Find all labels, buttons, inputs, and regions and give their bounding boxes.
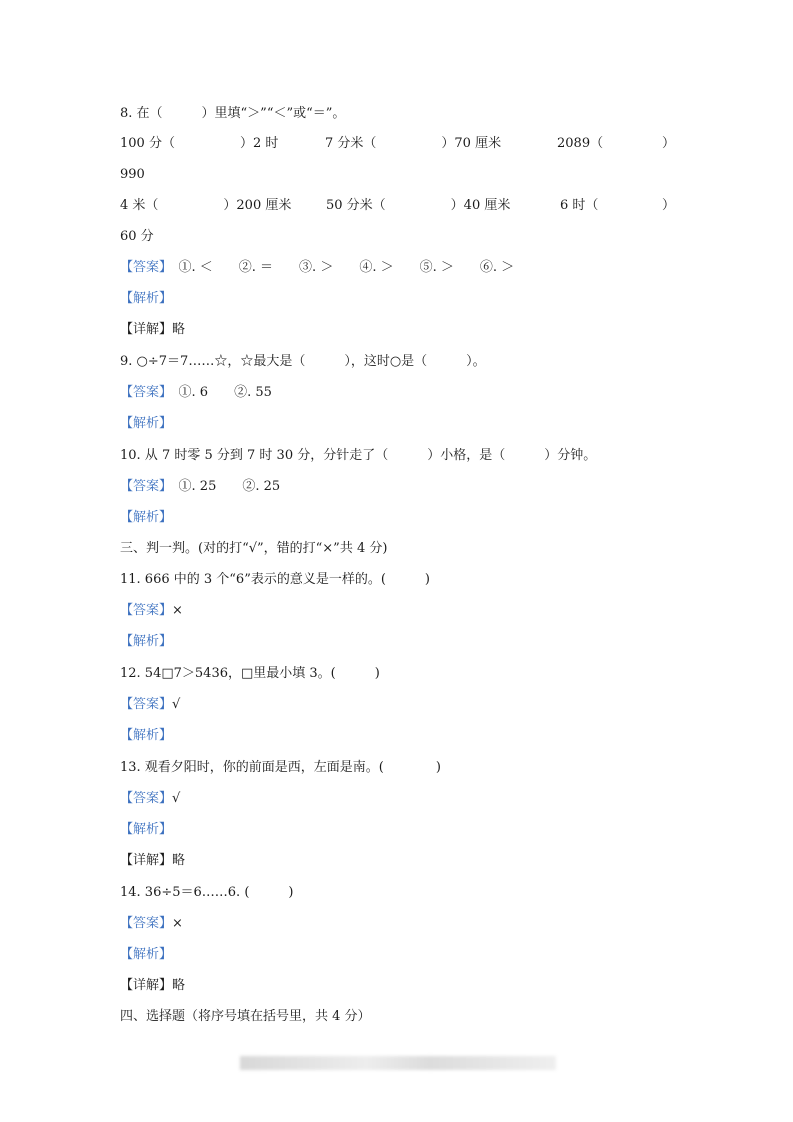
q11-answer	[120, 603, 183, 619]
q8-row1-a: 100 分（ ）2 时	[120, 136, 279, 151]
answer-text: ×	[172, 603, 183, 618]
answer-label: 【答案】	[120, 603, 173, 618]
q8-answer	[120, 260, 514, 276]
q8-row2-b: 50 分米（ ）40 厘米	[326, 198, 511, 213]
detail-label: 【详解】	[120, 322, 173, 337]
q9-stem: 9. ○÷7＝7……☆，☆最大是（ ），这时○是（ ）。	[120, 354, 486, 369]
answer-label: 【答案】	[120, 260, 166, 275]
q14-stem: 14. 36÷5＝6……6. ( )	[120, 885, 294, 900]
q12-stem: 12. 54□7＞5436，□里最小填 3。( )	[120, 666, 380, 681]
section-4-heading: 四、选择题（将序号填在括号里，共 4 分）	[120, 1009, 371, 1024]
q11-analysis-label: 【解析】	[120, 634, 173, 649]
q14-detail	[120, 978, 185, 994]
answer-text: √	[172, 791, 181, 806]
q11-stem: 11. 666 中的 3 个“6”表示的意义是一样的。( )	[120, 572, 430, 587]
q13-stem: 13. 观看夕阳时，你的前面是西，左面是南。( )	[120, 760, 441, 775]
answer-text: ①. 25 ②. 25	[178, 479, 281, 494]
answer-text: ①. ＜ ②. ＝ ③. ＞ ④. ＞ ⑤. ＞ ⑥. ＞	[178, 260, 515, 275]
q13-detail	[120, 853, 185, 869]
answer-text: ×	[172, 916, 183, 931]
answer-label: 【答案】	[120, 791, 173, 806]
q14-analysis-label: 【解析】	[120, 947, 173, 962]
detail-text: 略	[172, 978, 186, 993]
q8-row2-wrap: 60 分	[120, 229, 154, 244]
detail-text: 略	[172, 853, 186, 868]
answer-label: 【答案】	[120, 916, 173, 931]
q14-answer	[120, 916, 183, 932]
footer-watermark	[240, 1056, 556, 1070]
q8-row1-wrap: 990	[120, 167, 145, 182]
q10-analysis-label: 【解析】	[120, 510, 173, 525]
q8-row2-c-close: ）	[661, 198, 675, 213]
section-3-heading: 三、判一判。(对的打“√”，错的打“×”共 4 分)	[120, 541, 388, 556]
q13-answer	[120, 791, 180, 807]
detail-label: 【详解】	[120, 978, 173, 993]
q12-answer	[120, 697, 180, 713]
answer-text: √	[172, 697, 181, 712]
q13-analysis-label: 【解析】	[120, 822, 173, 837]
answer-text: ①. 6 ②. 55	[178, 385, 272, 400]
answer-label: 【答案】	[120, 479, 166, 494]
answer-label: 【答案】	[120, 697, 173, 712]
q8-stem: 8. 在（ ）里填“＞”“＜”或“＝”。	[120, 106, 346, 121]
answer-label: 【答案】	[120, 385, 166, 400]
detail-label: 【详解】	[120, 853, 173, 868]
q10-stem: 10. 从 7 时零 5 分到 7 时 30 分，分针走了（ ）小格，是（ ）分钟。	[120, 448, 597, 463]
q10-answer	[120, 479, 280, 495]
q8-row2-a: 4 米（ ）200 厘米	[120, 198, 292, 213]
q9-answer	[120, 385, 272, 401]
q8-row1-b: 7 分米（ ）70 厘米	[325, 136, 502, 151]
q8-analysis-label: 【解析】	[120, 291, 173, 306]
q9-analysis-label: 【解析】	[120, 416, 173, 431]
q8-detail	[120, 322, 185, 338]
q8-row2-c: 6 时（	[560, 198, 599, 213]
detail-text: 略	[172, 322, 186, 337]
q8-row1-c: 2089（	[557, 136, 604, 151]
q8-row1-c-close: ）	[661, 136, 675, 151]
q12-analysis-label: 【解析】	[120, 728, 173, 743]
